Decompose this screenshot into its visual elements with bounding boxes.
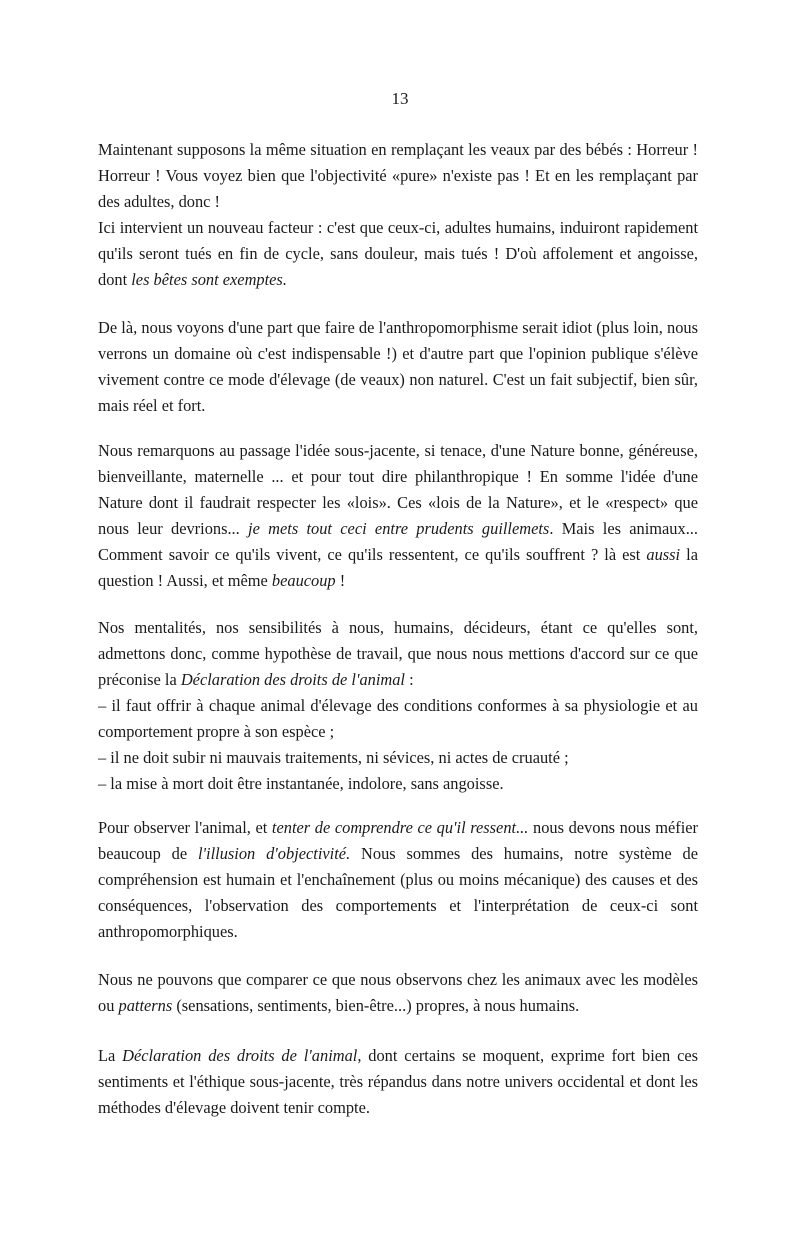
paragraph-6-text-b: nous devons nous méfier beaucoup de [98,818,699,863]
paragraph-3-text: De là, nous voyons d'une part que faire de l'anthropomorphisme serait idiot (plus loin, nous verrons un domaine où c'est indispensable !) et d'autre part que l'opinion publique s'élève vivement contre ce mode d'élevage (de veaux) non naturel. C'est un fait subjectif, bien sûr, mais réel et fort. [98,318,698,415]
paragraph-4 [98,438,698,594]
paragraph-7-emphasis: patterns [118,996,173,1015]
paragraph-8-text-a: La [98,1046,123,1065]
list-item: – il faut offrir à chaque animal d'élevage des conditions conformes à sa physiologie et au comportement propre à son espèce ; [98,696,698,741]
list-item: – il ne doit subir ni mauvais traitements, ni sévices, ni actes de cruauté ; [98,748,569,767]
paragraph-3 [98,315,698,419]
paragraph-8-emphasis: Déclaration des droits de l'animal [122,1046,358,1065]
paragraph-8 [98,1043,698,1121]
paragraph-4-text-a: Nous remarquons au passage l'idée sous-jacente, si tenace, d'une Nature bonne, généreuse, bienveillante, maternelle ... et pour tout dire philanthropique ! En somme l'idée d'une Nature dont il faudrait respecter les «lois». Ces «lois de la Nature», et le «respect» que nous leur devrions... [98,441,698,538]
paragraph-7 [98,967,698,1019]
paragraph-6 [98,815,698,945]
paragraph-5-text-b: : [404,670,414,689]
paragraph-7-text-b: (sensations, sentiments, bien-être...) propres, à nous humains. [172,996,580,1015]
paragraph-1 [98,137,698,215]
paragraph-5 [98,615,698,797]
paragraph-6-emphasis-2: l'illusion d'objectivité. [198,844,351,863]
paragraph-4-text-c: la question ! Aussi, et même [98,545,698,590]
paragraph-4-emphasis-1: je mets tout ceci entre prudents guillemets [248,519,550,538]
paragraph-4-text-d: ! [335,571,346,590]
paragraph-4-emphasis-2: aussi [646,545,681,564]
list-item: – la mise à mort doit être instantanée, indolore, sans angoisse. [98,774,504,793]
paragraph-7-text-a: Nous ne pouvons que comparer ce que nous observons chez les animaux avec les modèles ou [98,970,698,1015]
paragraph-4-emphasis-3: beaucoup [271,571,336,590]
paragraph-5-text-a: Nos mentalités, nos sensibilités à nous, humains, décideurs, étant ce qu'elles sont, admettons donc, comme hypothèse de travail, que nous nous mettions d'accord sur ce que préconise la [98,618,698,689]
paragraph-2 [98,215,698,293]
paragraph-1-text: Maintenant supposons la même situation en remplaçant les veaux par des bébés : Horreur ! Horreur ! Vous voyez bien que l'objectivité «pure» n'existe pas ! Et en les remplaçant par des adultes, donc ! [98,140,698,211]
paragraph-6-text-c: Nous sommes des humains, notre système de compréhension est humain et l'enchaînement (plus ou moins mécanique) des causes et des conséquences, l'observation des comportements et l'interprétation de ceux-ci sont anthropomorphiques. [98,844,698,941]
paragraph-6-text-a: Pour observer l'animal, et [98,818,272,837]
paragraph-8-text-b: , dont certains se moquent, exprime fort bien ces sentiments et l'éthique sous-jacente, très répandus dans notre univers occidental et dont les méthodes d'élevage doivent tenir compte. [98,1046,699,1117]
paragraph-2-text: Ici intervient un nouveau facteur : c'est que ceux-ci, adultes humains, induiront rapidement qu'ils seront tués en fin de cycle, sans douleur, mais tués ! D'où affolement et angoisse, dont [98,218,698,289]
paragraph-4-text-b: . Mais les animaux... Comment savoir ce qu'ils vivent, ce qu'ils ressentent, ce qu'ils souffrent ? là est [98,519,698,564]
paragraph-6-emphasis-1: tenter de comprendre ce qu'il ressent... [271,818,529,837]
paragraph-2-emphasis: les bêtes sont exemptes. [131,270,287,289]
page-number: 13 [391,89,409,108]
paragraph-5-emphasis: Déclaration des droits de l'animal [180,670,405,689]
